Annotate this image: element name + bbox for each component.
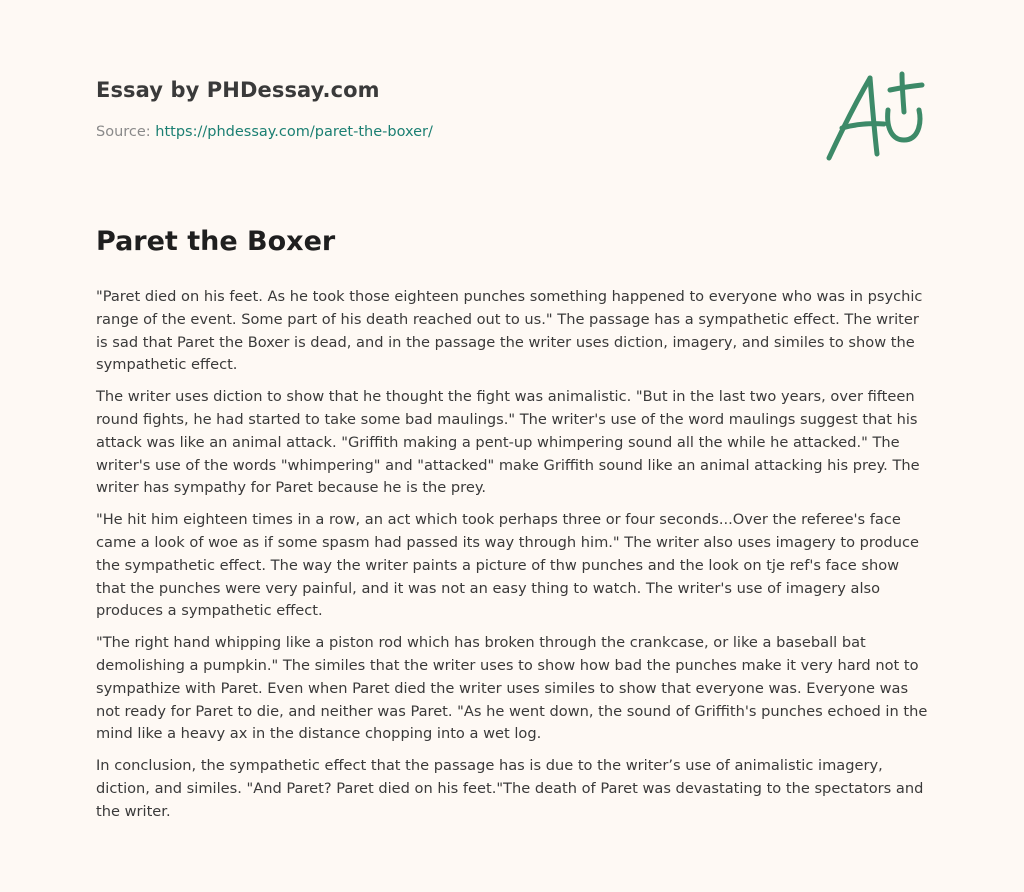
source-line (96, 124, 433, 140)
a-plus-icon (822, 68, 930, 164)
essay-paragraph: In conclusion, the sympathetic effect that the passage has is due to the writer’s use of animalistic imagery, diction, and similes. "And Paret? Paret died on his feet."The death of Paret was devastating to the spectators and the writer. (96, 757, 924, 820)
essay-title: Paret the Boxer (96, 226, 336, 257)
essay-paragraph: "The right hand whipping like a piston rod which has broken through the crankcase, or like a baseball bat demolishing a pumpkin." The similes that the writer uses to show how bad the punches make it very hard not to sympathize with Paret. Even when Paret died the writer uses similes to show that everyone was. Everyone was not ready for Paret to die, and neither was Paret. "As he went down, the sound of Griffith's punches echoed in the mind like a heavy ax in the distance chopping into a wet log. (96, 634, 928, 743)
essay-paragraph: "Paret died on his feet. As he took those eighteen punches something happened to everyone who was in psychic range of the event. Some part of his death reached out to us." The passage has a sympathetic effect. The writer is sad that Paret the Boxer is dead, and in the passage the writer uses diction, imagery, and similes to show the sympathetic effect. (96, 288, 923, 374)
source-link[interactable]: https://phdessay.com/paret-the-boxer/ (155, 124, 433, 140)
site-brand: Essay by PHDessay.com (96, 78, 380, 102)
essay-paragraph: The writer uses diction to show that he thought the fight was animalistic. "But in the last two years, over fifteen round fights, he had started to take some bad maulings." The writer's use of the word maulings suggest that his attack was like an animal attack. "Griffith making a pent-up whimpering sound all the while he attacked." The writer's use of the words "whimpering" and "attacked" make Griffith sound like an animal attacking his prey. The writer has sympathy for Paret because he is the prey. (96, 388, 920, 497)
essay-body (96, 286, 928, 833)
source-label: Source: (96, 124, 151, 140)
essay-paragraph: "He hit him eighteen times in a row, an act which took perhaps three or four seconds...Over the referee's face came a look of woe as if some spasm had passed its way through him." The writer also uses imagery to produce the sympathetic effect. The way the writer paints a picture of thw punches and the look on tje ref's face show that the punches were very painful, and it was not an easy thing to watch. The writer's use of imagery also produces a sympathetic effect. (96, 511, 920, 620)
